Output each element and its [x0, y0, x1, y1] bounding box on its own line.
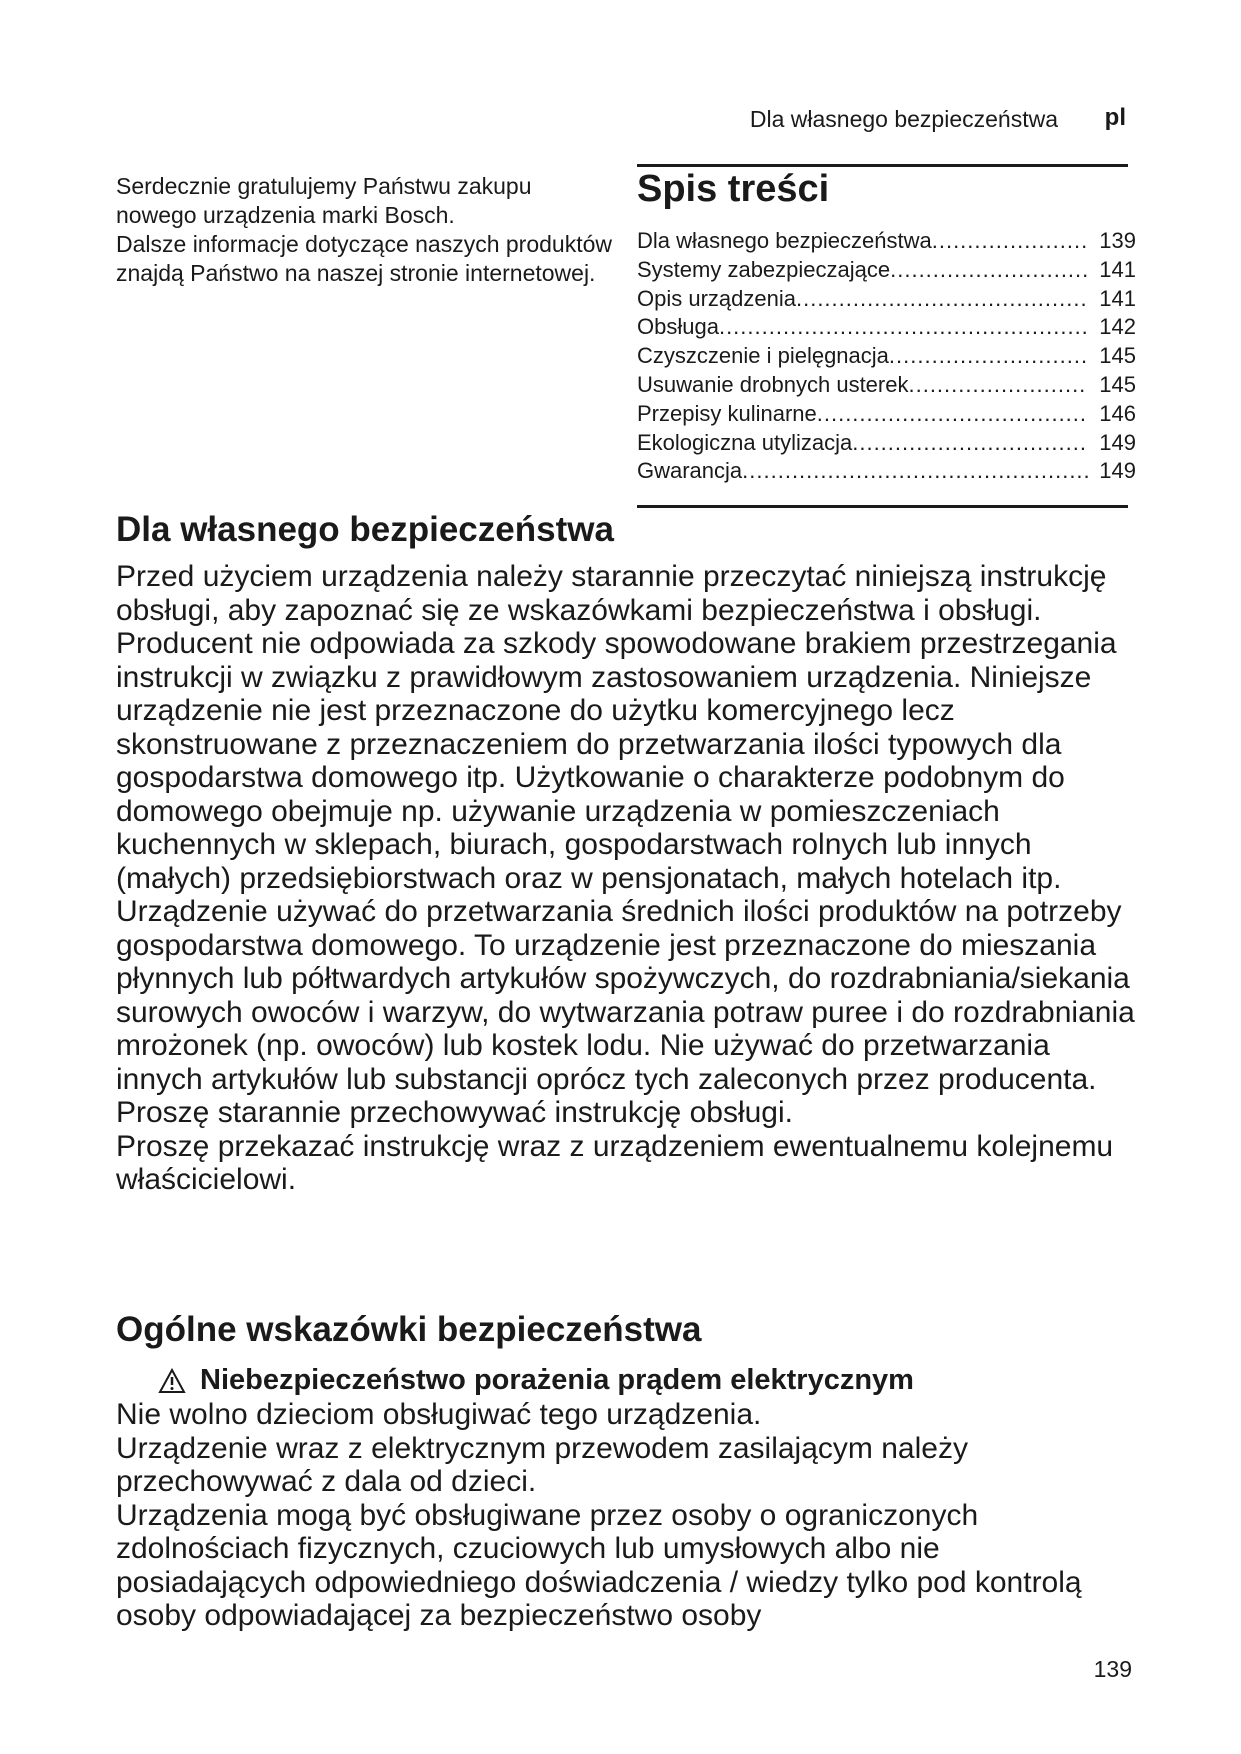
toc-item-page: 141	[1099, 256, 1136, 282]
toc-item[interactable]	[637, 372, 1142, 401]
intro-paragraph: Dalsze informacje dotyczące naszych produktów znajdą Państwo na naszej stronie internetowej.	[116, 231, 613, 286]
running-header-title: Dla własnego bezpieczeństwa	[749, 106, 1058, 132]
toc-leader	[908, 372, 1088, 398]
section-heading-safety: Dla własnego bezpieczeństwa	[116, 510, 614, 549]
toc-item-page: 145	[1099, 343, 1136, 369]
toc-item-label: Przepisy kulinarne	[637, 400, 817, 426]
toc-item-page: 149	[1099, 458, 1136, 484]
toc-item-label: Czyszczenie i pielęgnacja	[637, 343, 889, 369]
toc-item-label: Usuwanie drobnych usterek	[637, 371, 909, 397]
toc-leader	[852, 430, 1088, 456]
toc-item-page: 146	[1099, 400, 1136, 426]
toc-title: Spis treści	[637, 168, 830, 210]
toc-item[interactable]	[637, 430, 1142, 459]
toc-leader	[817, 401, 1088, 427]
toc-item-page: 145	[1099, 371, 1136, 397]
toc-leader	[890, 257, 1088, 283]
toc-item-page: 141	[1099, 285, 1136, 311]
toc-item[interactable]	[637, 343, 1142, 372]
toc-item[interactable]	[637, 286, 1142, 315]
toc-leader	[719, 314, 1088, 340]
toc-item[interactable]	[637, 458, 1142, 487]
toc-item-label: Dla własnego bezpieczeństwa	[637, 228, 932, 253]
toc-leader	[932, 228, 1088, 254]
toc-leader	[889, 343, 1088, 369]
toc-item[interactable]	[637, 401, 1142, 430]
toc-item-label: Systemy zabezpieczające	[637, 256, 891, 282]
warning-text: Niebezpieczeństwo porażenia prądem elektrycznym	[200, 1364, 914, 1396]
toc-item[interactable]	[637, 228, 1142, 257]
toc-item-label: Ekologiczna utylizacja	[637, 429, 853, 455]
general-safety-body	[116, 1398, 1136, 1633]
toc-leader	[796, 286, 1088, 312]
body-paragraph: Nie wolno dzieciom obsługiwać tego urządzenia.	[116, 1398, 762, 1431]
safety-body	[116, 560, 1136, 1197]
toc-item[interactable]	[637, 257, 1142, 286]
language-code: pl	[1104, 104, 1126, 131]
toc-item-page: 142	[1099, 314, 1136, 340]
toc-leader	[742, 458, 1088, 484]
body-paragraph: Proszę przekazać instrukcję wraz z urządzeniem ewentualnemu kolejnemu właścicielowi.	[116, 1129, 1114, 1196]
section-heading-general-safety: Ogólne wskazówki bezpieczeństwa	[116, 1310, 702, 1349]
toc-top-rule	[637, 164, 1128, 167]
page-number: 139	[1093, 1656, 1132, 1682]
intro-text	[116, 172, 616, 288]
toc-item-page: 139	[1099, 228, 1136, 253]
toc-item[interactable]	[637, 314, 1142, 343]
body-paragraph: Urządzenie wraz z elektrycznym przewodem zasilającym należy przechowywać z dala od dzieci.	[116, 1431, 968, 1498]
body-paragraph: Urządzenia mogą być obsługiwane przez osoby o ograniczonych zdolnościach fizycznych, czuciowych lub umysłowych albo nie posiadających odpowiedniego doświadczenia / wiedzy tylko pod kontrolą osoby odpowiadającej za bezpieczeństwo osoby	[116, 1498, 1082, 1632]
toc-item-label: Obsługa	[637, 314, 719, 340]
body-paragraph: Przed użyciem urządzenia należy starannie przeczytać niniejszą instrukcję obsługi, aby zapoznać się ze wskazówkami bezpieczeństwa i obsługi.	[116, 560, 1107, 627]
toc-item-label: Opis urządzenia	[637, 285, 796, 311]
toc-item-page: 149	[1099, 429, 1136, 455]
intro-paragraph: Serdecznie gratulujemy Państwu zakupu nowego urządzenia marki Bosch.	[116, 173, 532, 228]
body-paragraph: Producent nie odpowiada za szkody spowodowane brakiem przestrzegania instrukcji w związku z prawidłowym zastosowaniem urządzenia. Niniejsze urządzenie nie jest przeznaczone do użytku komercyjnego lecz skonstruowane z przeznaczeniem do przetwarzania ilości typowych dla gospodarstwa domowego itp. Użytkowanie o charakterze podobnym do domowego obejmuje np. używanie urządzenia w pomieszczeniach kuchennych w sklepach, biurach, gospodarstwach rolnych lub innych (małych) przedsiębiorstwach oraz w pensjonatach, małych hotelach itp. Urządzenie używać do przetwarzania średnich ilości produktów na potrzeby gospodarstwa domowego. To urządzenie jest przeznaczone do mieszania płynnych lub półtwardych artykułów spożywczych, do rozdrabniania/siekania surowych owoców i warzyw, do wytwarzania potraw puree i do rozdrabniania mrożonek (np. owoców) lub kostek lodu. Nie używać do przetwarzania innych artykułów lub substancji oprócz tych zaleconych przez producenta. Proszę starannie przechowywać instrukcję obsługi.	[116, 627, 1135, 1129]
toc-bottom-rule	[637, 505, 1128, 508]
toc-item-label: Gwarancja	[637, 458, 743, 484]
table-of-contents	[637, 228, 1142, 487]
warning-heading	[158, 1364, 914, 1397]
warning-triangle-icon	[158, 1368, 186, 1394]
